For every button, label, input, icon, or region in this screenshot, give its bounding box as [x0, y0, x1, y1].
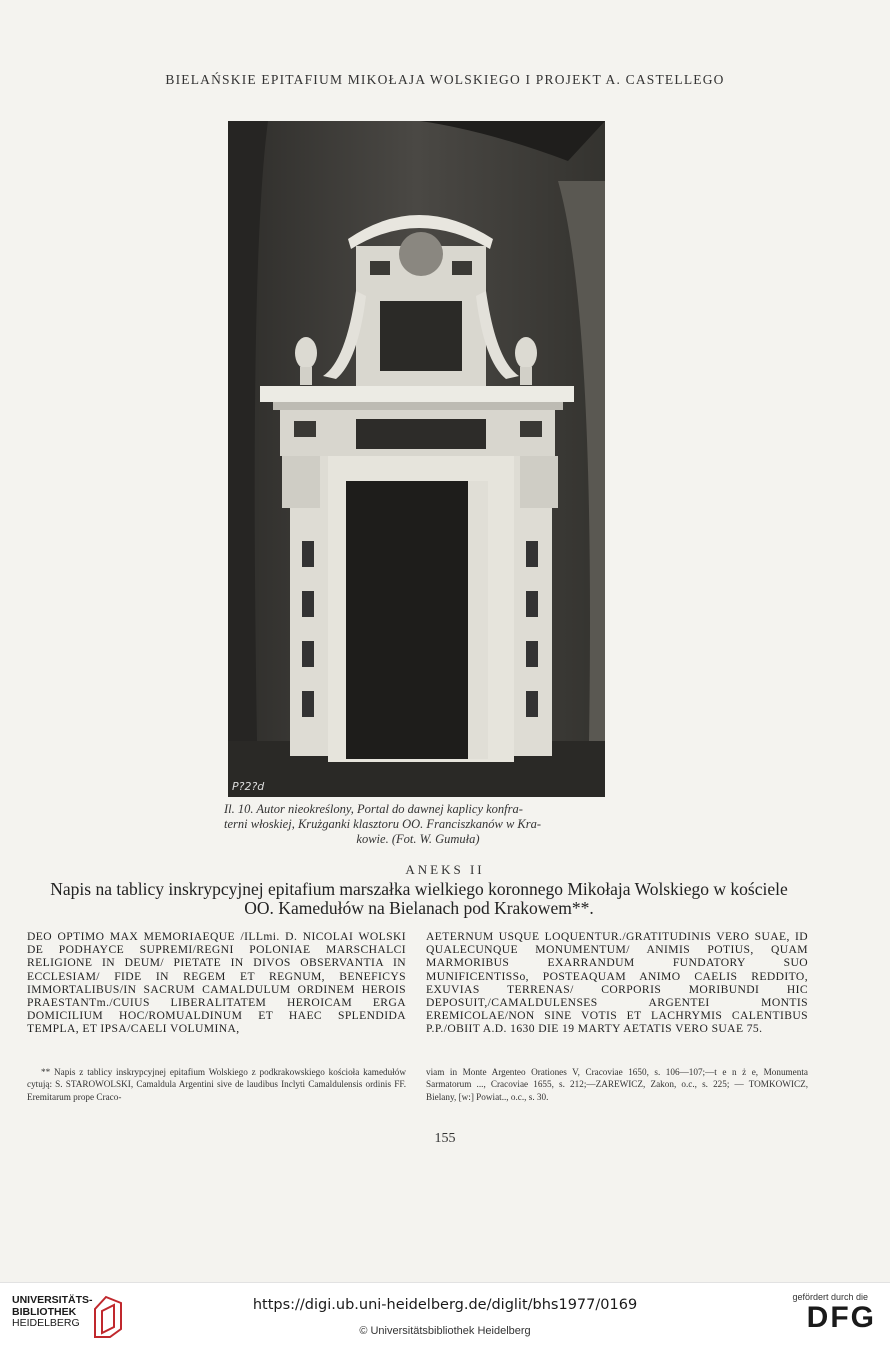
caption-line-1: Il. 10. Autor nieokreślony, Portal do dawnej kaplicy konfra-: [224, 802, 523, 816]
dfg-funding-note: gefördert durch die: [792, 1292, 868, 1302]
annex-heading-line-1: Napis na tablicy inskrypcyjnej epitafium marszałka wielkiego koronnego Mikołaja Wolskiego w kościele: [50, 879, 788, 899]
page-number: 155: [434, 1131, 456, 1146]
inscription-left-column: [27, 930, 406, 1036]
annex-title: ANEKS II: [405, 862, 485, 877]
caption-line-2: terni włoskiej, Krużganki klasztoru OO. Franciszkanów w Kra-: [224, 817, 542, 831]
logo-line-3: HEIDELBERG: [12, 1317, 80, 1329]
copyright-notice: © Universitätsbibliothek Heidelberg: [359, 1325, 531, 1337]
portal-illustration: [228, 121, 605, 797]
photo-scan-mark: P?2?d: [232, 780, 265, 793]
dfg-logo[interactable]: DFG: [806, 1301, 876, 1334]
annex-heading: [24, 880, 814, 918]
inscription-right-column: [426, 930, 808, 1036]
figure-caption: [224, 802, 612, 847]
logo-line-1: UNIVERSITÄTS-: [12, 1294, 93, 1306]
caption-line-3: kowie. (Fot. W. Gumuła): [356, 832, 480, 846]
annex-heading-line-2: OO. Kamedułów na Bielanach pod Krakowem**.: [244, 898, 594, 918]
running-head: BIELAŃSKIE EPITAFIUM MIKOŁAJA WOLSKIEGO I PROJEKT A. CASTELLEGO: [165, 72, 725, 87]
footnote-left: ** Napis z tablicy inskrypcyjnej epitafium Wolskiego z podkrakowskiego kościoła kamedułów cytują: S. STAROWOLSKI, Camaldula Argentini sive de laudibus Inclyti Camaldulensis ordinis FF. Eremitarum prope Craco-: [27, 1067, 406, 1102]
inscription-left-text: DEO OPTIMO MAX MEMORIAEQUE /ILLmi. D. NICOLAI WOLSKI DE PODHAYCE SUPREMI/REGNI POLONIAE MARSCHALCI RELIGIONE IN DEUM/ PIETATE IN DIVOS OBSERVANTIA IN ECCLESIAM/ FIDE IN REGEM ET REGNUM, BENEFICYS IMMORTALIBUS/IN SACRUM CAMALDULUM ORDINEM HEROIS PRAESTANTm./CUIUS LIBERALITATEM HEROICAM ERGA DOMICILIUM HOC/ROMUALDINUM ET HAEC SPLENDIDA TEMPLA, ET IPSA/CAELI VOLUMINA,: [27, 930, 406, 1036]
logo-line-2: BIBLIOTHEK: [12, 1305, 77, 1318]
portal-photograph: [228, 121, 605, 797]
inscription-right-text: AETERNUM USQUE LOQUENTUR./GRATITUDINIS VERO SUAE, ID QUALECUNQUE MONUMENTUM/ ANIMIS POTIUS, QUAM MARMORIBUS EXARRANDUM FUNDATORY SUO MUNIFICENTISSo, POSTEAQUAM ANIMO CAELIS REDDITO, EXUVIAS TERRENAS/ CORPORIS MORIBUNDI HIC DEPOSUIT,/CAMALDULENSES ARGENTEI MONTIS EREMICOLAE/NON SINE VOTIS ET LACHRYMIS CALENTIBUS P.P./OBIIT A.D. 1630 DIE 19 MARTY AETATIS VERO SUAE 75.: [426, 930, 808, 1036]
viewer-footer: [0, 1282, 890, 1347]
footnote-right: viam in Monte Argenteo Orationes V, Cracoviae 1650, s. 106—107;—t e n ż e, Monumenta Sarmatorum ..., Cracoviae 1655, s. 212;—ZAREWICZ, Zakon, o.c., s. 225; — TOMKOWICZ, Bielany, [w:] Powiat.., o.c., s. 30.: [426, 1067, 808, 1102]
document-url-link[interactable]: https://digi.ub.uni-heidelberg.de/diglit/bhs1977/0169: [252, 1297, 638, 1313]
